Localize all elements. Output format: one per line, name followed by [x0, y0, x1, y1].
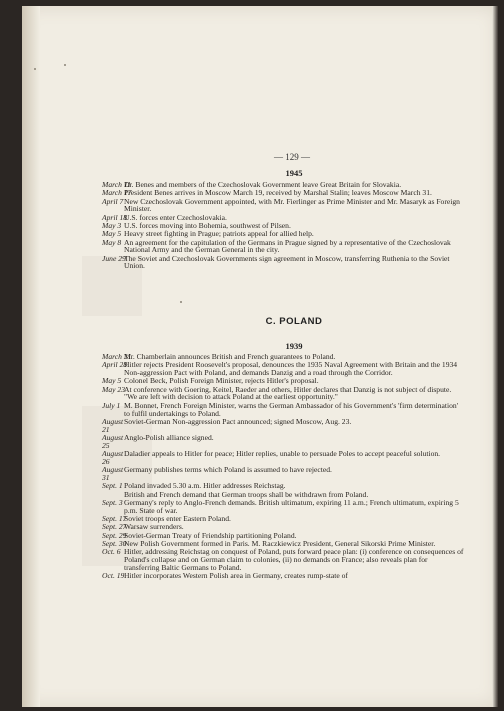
chronology-entry — [102, 196, 464, 214]
page-number: — 129 — — [274, 152, 310, 162]
entry-text: Hitler rejects President Roosevelt's proposal, denounces the 1935 Naval Agreement with Britain and the 1934 Non-aggression Pact with Poland, and demands Danzig and a road through the Corridor. — [124, 360, 458, 378]
entry-date: Sept. 17 — [102, 513, 127, 523]
chronology-entry — [102, 449, 464, 466]
entry-date: August 25 — [102, 432, 124, 450]
entry-text: Soviet-German Non-aggression Pact announced; signed Moscow, Aug. 23. — [124, 416, 352, 426]
chronology-entry — [102, 416, 464, 434]
entry-date: May 3 — [102, 220, 122, 230]
entry-text: President Benes arrives in Moscow March 19, received by Marshal Stalin; leaves Moscow March 31. — [124, 188, 432, 198]
chronology-entry — [102, 481, 464, 491]
chronology-entry — [102, 360, 464, 378]
chronology-entry — [102, 432, 464, 450]
chronology-entry — [102, 384, 464, 402]
entry-text: At conference with Goering, Keitel, Raeder and others, Hitler declares that Danzig is not subject of dispute. "We are left with decision to attack Poland at the earliest opportunity." — [124, 384, 452, 402]
entry-text: Soviet-German Treaty of Friendship partitioning Poland. — [124, 530, 297, 540]
chronology-entry — [102, 522, 464, 532]
entry-text: Warsaw surrenders. — [124, 522, 184, 532]
entry-date: August 31 — [102, 465, 124, 482]
entry-date: Sept. 1 — [102, 481, 123, 491]
entry-date: March 31 — [102, 352, 132, 361]
entry-date: Sept. 30 — [102, 538, 127, 548]
entry-text: British and French demand that German troops shall be withdrawn from Poland. — [124, 489, 369, 499]
entry-date: April 18 — [102, 212, 128, 222]
entry-date: April 28 — [102, 360, 128, 370]
entry-text: Heavy street fighting in Prague; patriots appeal for allied help. — [124, 229, 314, 239]
entry-text: New Polish Government formed in Paris. M. Raczkiewicz President, General Sikorski Prime Minister. — [124, 538, 436, 548]
entry-text: Colonel Beck, Polish Foreign Minister, rejects Hitler's proposal. — [124, 376, 319, 386]
entry-text: An agreement for the capitulation of the Germans in Prague signed by a representative of the Czechoslovak National Army and the German General in the city. — [124, 237, 451, 255]
entry-date: Sept. 27 — [102, 522, 127, 532]
entry-text: U.S. forces enter Czechoslovakia. — [124, 212, 227, 222]
year-heading-1939: 1939 — [285, 341, 303, 351]
entry-text: New Czechoslovak Government appointed, with Mr. Fierlinger as Prime Minister and Mr. Masaryk as Foreign Minister. — [124, 196, 460, 214]
entry-date: April 7 — [102, 196, 124, 206]
entry-date: Oct. 6 — [102, 547, 121, 557]
chronology-entry — [102, 229, 464, 239]
page-right-edge — [492, 6, 498, 707]
chronology-list-1945 — [102, 180, 464, 271]
page-speck — [64, 64, 66, 66]
entry-date: June 29 — [102, 253, 126, 263]
page-speck — [180, 301, 182, 303]
entry-date: Sept. 3 — [102, 497, 123, 507]
section-title-poland: C. POLAND — [265, 316, 323, 327]
entry-date: August 26 — [102, 449, 124, 466]
entry-text: Mr. Chamberlain announces British and French guarantees to Poland. — [124, 352, 336, 361]
chronology-entry — [102, 465, 464, 482]
entry-date: May 23 — [102, 384, 125, 394]
entry-text: Dr. Benes and members of the Czechoslovak Government leave Great Britain for Slovakia. — [124, 180, 402, 189]
entry-date: May 8 — [102, 237, 122, 247]
entry-text: Germany's reply to Anglo-French demands. British ultimatum, expiring 11 a.m.; French ultimatum, expiring 5 p.m. State of war. — [124, 497, 459, 515]
entry-date: August 21 — [102, 416, 124, 434]
entry-date: March 11 — [102, 180, 131, 189]
chronology-entry — [102, 547, 464, 572]
entry-date: Sept. 29 — [102, 530, 127, 540]
entry-date: May 5 — [102, 376, 122, 386]
entry-text: M. Bonnet, French Foreign Minister, warns the German Ambassador of his Government's 'firm determination' to fulfil undertakings to Poland. — [124, 400, 459, 418]
entry-text: Poland invaded 5.30 a.m. Hitler addresses Reichstag. — [124, 481, 286, 491]
chronology-entry — [102, 571, 464, 581]
chronology-entry — [102, 400, 464, 418]
entry-text: U.S. forces moving into Bohemia, southwest of Pilsen. — [124, 220, 291, 230]
chronology-entry — [102, 497, 464, 515]
chronology-entry — [102, 188, 464, 198]
chronology-list-1939 — [102, 352, 464, 581]
entry-text: Hitler, addressing Reichstag on conquest of Poland, puts forward peace plan: (i) conference on consequences of Poland's collapse and on German claim to colonies, (ii) no demands on France; also reveals plan for transferring Baltic Germans to Poland. — [124, 547, 464, 572]
entry-text: The Soviet and Czechoslovak Governments sign agreement in Moscow, transferring Ruthenia to the Soviet Union. — [124, 253, 450, 271]
chronology-entry — [102, 253, 464, 271]
entry-date: March 17 — [102, 188, 132, 198]
year-heading-1945: 1945 — [285, 168, 303, 178]
entry-date: July 1 — [102, 400, 121, 410]
entry-text: Soviet troops enter Eastern Poland. — [124, 513, 231, 523]
entry-text: Anglo-Polish alliance signed. — [124, 432, 214, 442]
entry-date: May 5 — [102, 229, 122, 239]
entry-date: Oct. 19 — [102, 571, 125, 581]
page-speck — [34, 68, 36, 70]
chronology-entry — [102, 237, 464, 255]
entry-text: Hitler incorporates Western Polish area in Germany, creates rump-state of — [124, 571, 348, 581]
page-spine-shadow — [22, 6, 40, 707]
entry-text: Daladier appeals to Hitler for peace; Hitler replies, unable to persuade Poles to accept peaceful solution. — [124, 449, 441, 459]
entry-text: Germany publishes terms which Poland is assumed to have rejected. — [124, 465, 332, 475]
